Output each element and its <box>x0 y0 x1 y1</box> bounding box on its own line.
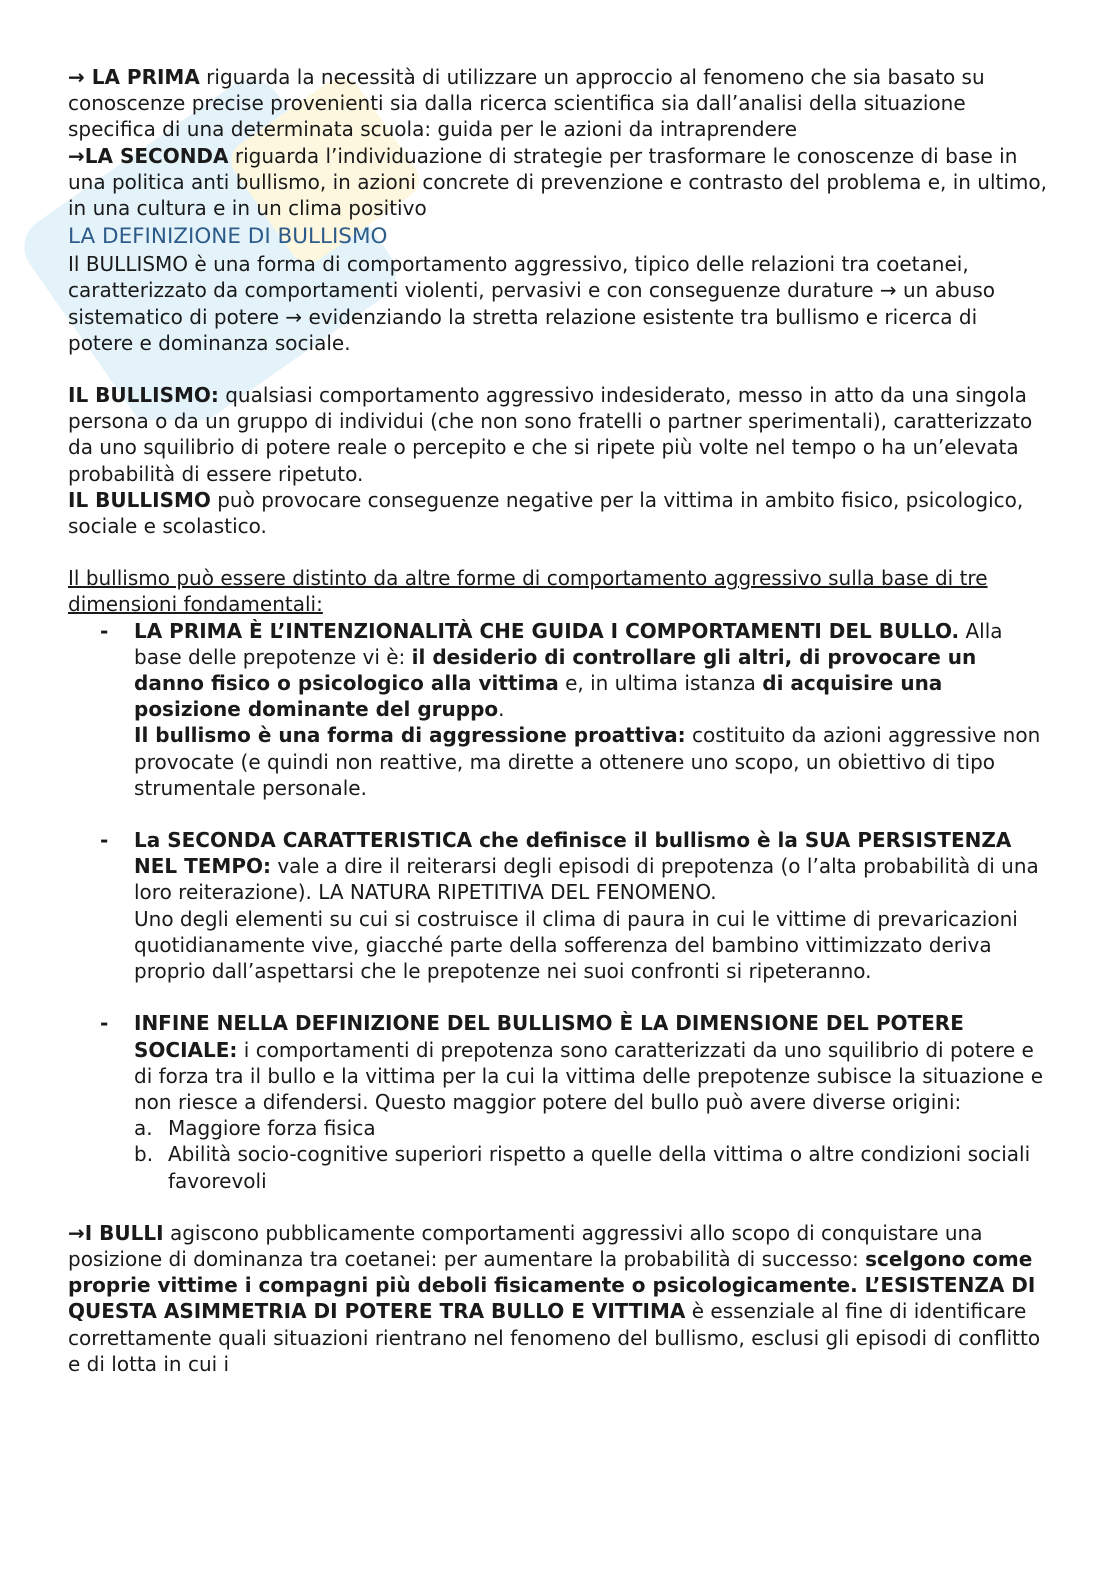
paragraph-il-bullismo: IL BULLISMO: qualsiasi comportamento aggressivo indesiderato, messo in atto da una singola persona o da un gruppo di individui (che non sono fratelli o partner sperimentali), caratterizzato da uno squilibrio di potere reale o percepito e che si ripete più volte nel tempo o ha un’elevata probabilità di essere ripetuto. <box>68 383 1033 486</box>
paragraph-la-prima: → LA PRIMA riguarda la necessità di utilizzare un approccio al fenomeno che sia basato su conoscenze precise provenienti sia dalla ricerca scientifica sia dall’analisi della situazione specifica di una determinata scuola: guida per le azioni da intraprendere <box>68 65 985 142</box>
list-item-potere-sociale: - INFINE NELLA DEFINIZIONE DEL BULLISMO È LA DIMENSIONE DEL POTERE SOCIALE: i comportamenti di prepotenza sono caratterizzati da uno squilibrio di potere e di forza tra il bullo e la vittima per la cui la vittima delle prepotenze subisce la situazione e non riesce a difendersi. Questo maggior potere del bullo può avere diverse origini: <box>100 1011 1043 1114</box>
list-item-intenzionalita: - LA PRIMA È L’INTENZIONALITÀ CHE GUIDA I COMPORTAMENTI DEL BULLO. Alla base delle prepotenze vi è: il desiderio di controllare gli altri, di provocare un danno fisico o psicologico alla vittima e, in ultima istanza di acquisire una posizione dominante del gruppo. Il bullismo è una forma di aggressione proattiva: costituito da azioni aggressive non provocate (e quindi non reattive, ma dirette a ottenere uno scopo, un obiettivo di tipo strumentale personale. <box>100 618 1041 800</box>
paragraph-tre-dimensioni: Il bullismo può essere distinto da altre forme di comportamento aggressivo sulla base di tre dimensioni fondamentali: <box>68 566 988 617</box>
paragraph-i-bulli: →I BULLI agiscono pubblicamente comportamenti aggressivi allo scopo di conquistare una posizione di dominanza tra coetanei: per aumentare la probabilità di successo: scelgono come proprie vittime i compagni più deboli fisicamente o psicologicamente. L’ESISTENZA DI QUESTA ASIMMETRIA DI POTERE TRA BULLO E VITTIMA è essenziale al fine di identificare correttamente quali situazioni rientrano nel fenomeno del bullismo, esclusi gli episodi di conflitto e di lotta in cui i <box>68 1220 1041 1376</box>
bullet-dash: - <box>100 828 109 853</box>
document-page <box>68 64 1048 1377</box>
sub-item-a: a. Maggiore forza fisica <box>134 1116 376 1141</box>
paragraph-definizione: Il BULLISMO è una forma di comportamento aggressivo, tipico delle relazioni tra coetanei, caratterizzato da comportamenti violenti, pervasivi e con conseguenze durature → un abuso sistematico di potere → evidenziando la stretta relazione esistente tra bullismo e ricerca di potere e dominanza sociale. <box>68 252 995 355</box>
arrow-icon: → <box>68 65 92 89</box>
section-heading: LA DEFINIZIONE DI BULLISMO <box>68 224 388 250</box>
bullet-dash: - <box>100 618 109 643</box>
paragraph-la-seconda: →LA SECONDA riguarda l’individuazione di strategie per trasformare le conoscenze di base in una politica anti bullismo, in azioni concrete di prevenzione e contrasto del problema e, in ultimo, in una cultura e in un clima positivo <box>68 143 1048 221</box>
paragraph-conseguenze: IL BULLISMO può provocare conseguenze negative per la vittima in ambito fisico, psicologico, sociale e scolastico. <box>68 487 1024 539</box>
arrow-icon: → <box>68 143 85 168</box>
arrow-icon: → <box>68 1220 85 1245</box>
list-item-persistenza: - La SECONDA CARATTERISTICA che definisce il bullismo è la SUA PERSISTENZA NEL TEMPO: vale a dire il reiterarsi degli episodi di prepotenza (o l’alta probabilità di una loro reiterazione). LA NATURA RIPETITIVA DEL FENOMENO. Uno degli elementi su cui si costruisce il clima di paura in cui le vittime di prevaricazioni quotidianamente vive, giacché parte della sofferenza del bambino vittimizzato deriva proprio dall’aspettarsi che le prepotenze nei suoi confronti si ripeteranno. <box>100 828 1039 984</box>
sub-item-b: b. Abilità socio-cognitive superiori rispetto a quelle della vittima o altre condizioni sociali favorevoli <box>134 1142 1031 1193</box>
bullet-dash: - <box>100 1011 109 1036</box>
